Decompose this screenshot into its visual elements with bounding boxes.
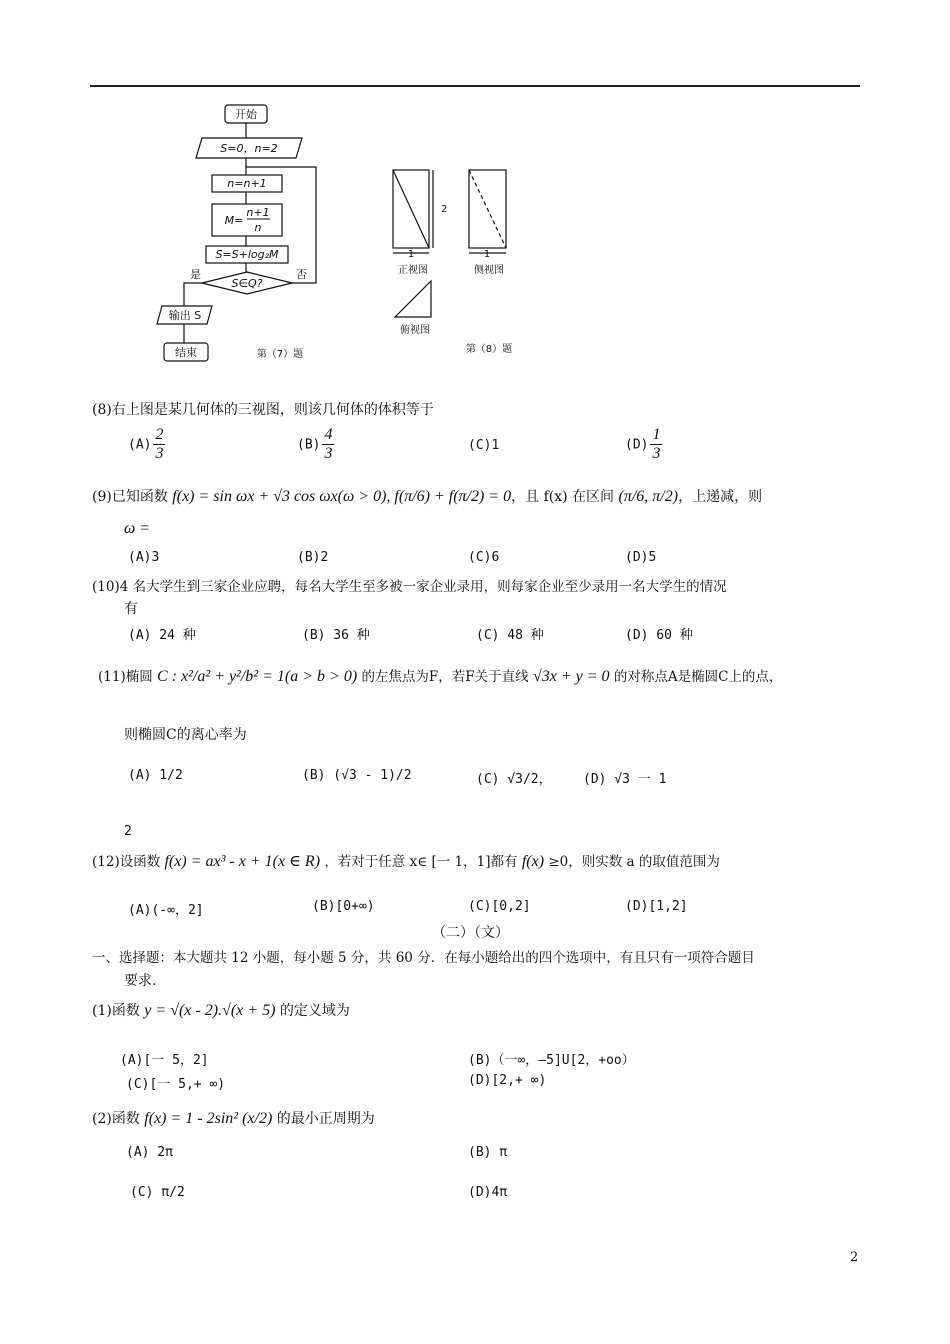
w1-option-d: (D)[2,+ ∞) xyxy=(468,1073,547,1088)
q11-option-c: (C) √3/2， xyxy=(476,772,552,787)
flow-output-text: 输出 S xyxy=(168,309,202,322)
q8-option-b: (B) $\frac{4}{3}$ xyxy=(297,426,333,463)
q8-option-a: (A) $\frac{2}{3}$ xyxy=(128,426,164,463)
flow-step2-den: n xyxy=(254,221,262,234)
front-view-label: 正视图 xyxy=(398,265,428,276)
q12-function: f(x) = ax³ - x + 1(x ∈ R) xyxy=(164,853,321,870)
flow-yes-text: 是 xyxy=(190,268,201,281)
q11-stem-line2: 则椭圆C的离心率为 xyxy=(124,727,247,743)
q12-option-d: (D)[1,2] xyxy=(625,899,688,914)
q9-option-c: (C)6 xyxy=(468,550,500,565)
top-view-triangle xyxy=(395,281,431,317)
q11-line-equation: √3x + y = 0 xyxy=(532,668,610,685)
w2-function: f(x) = 1 - 2sin² (x/2) xyxy=(144,1110,273,1127)
q9-option-b: (B)2 xyxy=(297,550,329,565)
q9-interval: (π/6, π/2) xyxy=(618,488,679,505)
q10-option-b: (B) 36 种 xyxy=(302,628,370,643)
section-instructions-line2: 要求. xyxy=(124,973,157,989)
page-number: 2 xyxy=(850,1250,859,1265)
q11-option-a: (A) 1/2 xyxy=(128,768,183,783)
w1-stem: (1)函数 y = √(x - 2).√(x + 5) 的定义域为 xyxy=(92,1002,350,1019)
top-view-label: 俯视图 xyxy=(400,325,430,336)
q8-stem: (8)右上图是某几何体的三视图，则该几何体的体积等于 xyxy=(92,402,434,418)
q11-ellipse-equation: C : x²/a² + y²/b² = 1(a > b > 0) xyxy=(157,668,358,685)
flowchart-q7 xyxy=(150,100,350,368)
q9-stem: (9)已知函数 f(x) = sin ωx + √3 cos ωx(ω > 0), f(π/6) + f(π/2) = 0，且 f(x) 在区间 (π/6, π/2)，上递减，则 xyxy=(92,488,763,505)
q10-option-a: (A) 24 种 xyxy=(128,628,196,643)
q9-omega: ω = xyxy=(124,520,151,537)
q12-option-b: (B)[0+∞) xyxy=(312,899,375,914)
flow-start-text: 开始 xyxy=(235,108,257,121)
q12-option-c: (C)[0,2] xyxy=(468,899,531,914)
q10-stem-line2: 有 xyxy=(124,601,138,617)
side-view-label: 侧视图 xyxy=(474,265,504,276)
q10-option-d: (D) 60 种 xyxy=(625,628,693,643)
q11-stem: (11)椭圆 C : x²/a² + y²/b² = 1(a > b > 0) 的左焦点为F，若F关于直线 √3x + y = 0 的对称点A是椭圆C上的点， xyxy=(98,668,783,685)
flow-caption: 第（7）题 xyxy=(256,349,304,360)
w1-option-b: (B)（一∞，—5]U[2，+oo） xyxy=(468,1053,635,1068)
q12-stem: (12)设函数 f(x) = ax³ - x + 1(x ∈ R) ，若对于任意 x∈ [一 1，1]都有 f(x) ≥0，则实数 a 的取值范围为 xyxy=(92,853,720,870)
flow-step3-text: S=S+log₂M xyxy=(215,248,279,261)
flow-init-text: S=0，n=2 xyxy=(220,142,278,155)
w1-option-c: (C)[一 5,+ ∞) xyxy=(126,1077,226,1092)
q9-option-a: (A)3 xyxy=(128,550,160,565)
q11-stray-digit: 2 xyxy=(124,824,132,839)
flow-no-text: 否 xyxy=(296,268,307,281)
q9-function: f(x) = sin ωx + √3 cos ωx(ω > 0), f(π/6) + f(π/2) = 0 xyxy=(172,488,512,505)
q10-option-c: (C) 48 种 xyxy=(476,628,544,643)
section-heading: （二）（文） xyxy=(432,925,509,941)
w2-option-d: (D)4π xyxy=(468,1185,508,1200)
front-width-label: 1 xyxy=(407,249,415,260)
q11-option-d: (D) √3 一 1 xyxy=(583,772,667,787)
header-rule xyxy=(90,85,860,87)
height-label: 2 xyxy=(441,204,448,215)
w2-option-c: (C) π/2 xyxy=(130,1185,185,1200)
q12-option-a: (A)(-∞，2] xyxy=(128,903,204,918)
w2-option-b: (B) π xyxy=(468,1145,508,1160)
w2-option-a: (A) 2π xyxy=(126,1145,173,1160)
flow-step2-left: M= xyxy=(224,214,244,227)
section-instructions-line1: 一、选择题：本大题共 12 小题，每小题 5 分，共 60 分．在每小题给出的四个选项中，有且只有一项符合题目 xyxy=(92,950,755,966)
flow-cond-text: S∈Q? xyxy=(231,277,263,290)
q9-option-d: (D)5 xyxy=(625,550,657,565)
w1-option-a: (A)[一 5，2] xyxy=(120,1053,209,1068)
w2-stem: (2)函数 f(x) = 1 - 2sin² (x/2) 的最小正周期为 xyxy=(92,1110,375,1127)
side-width-label: 1 xyxy=(483,249,491,260)
q8-option-d: (D) $\frac{1}{3}$ xyxy=(625,426,661,463)
three-views-q8 xyxy=(385,160,520,365)
flow-step1-text: n=n+1 xyxy=(227,177,267,190)
flow-end-text: 结束 xyxy=(175,346,197,359)
views-caption: 第（8）题 xyxy=(465,344,513,355)
q11-option-b: (B) (√3 - 1)/2 xyxy=(302,768,412,783)
q10-stem-line1: (10)4 名大学生到三家企业应聘，每名大学生至多被一家企业录用，则每家企业至少录用一名大学生的情况 xyxy=(92,579,727,595)
flow-step2-num: n+1 xyxy=(246,206,270,219)
w1-function: y = √(x - 2).√(x + 5) xyxy=(144,1002,276,1019)
q8-option-c: (C)1 xyxy=(468,438,500,453)
